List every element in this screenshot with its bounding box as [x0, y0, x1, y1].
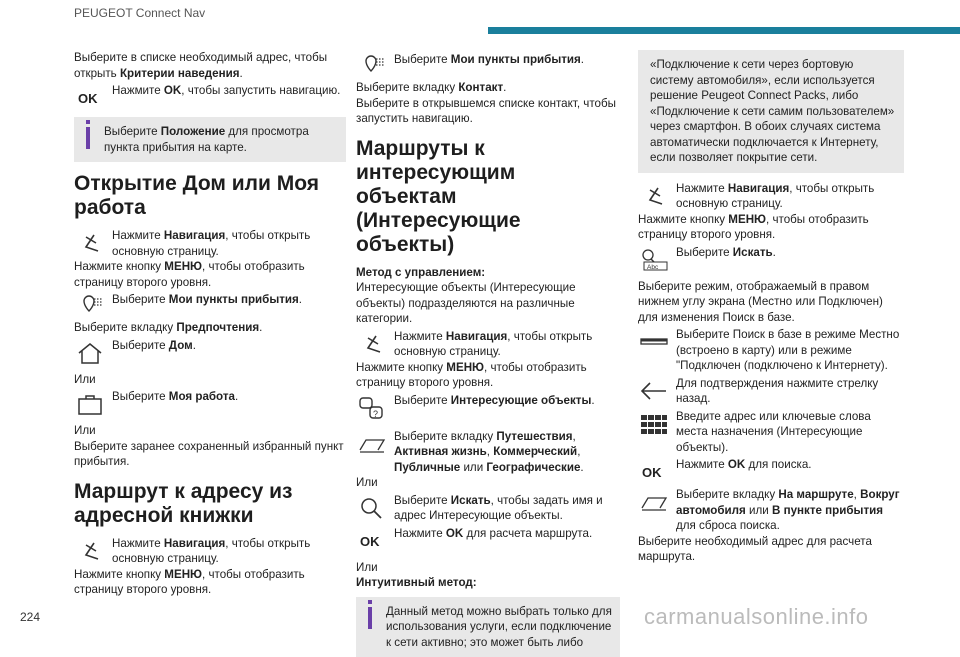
back-step: Для подтверждения нажмите стрелку назад.: [638, 376, 904, 407]
home-icon: [76, 341, 104, 365]
intro-text: Выберите в списке необходимый адрес, чтобы открыть Критерии наведения.: [74, 50, 346, 81]
info-note: Выберите Положение для просмотра пункта прибытия на карте.: [74, 117, 346, 162]
ok-icon: OK: [78, 91, 98, 107]
tab-icon: [358, 432, 386, 456]
method-label: Метод с управлением:: [356, 265, 620, 281]
column-2: [356, 50, 620, 657]
navigation-step: Нажмите Навигация, чтобы открыть основную страницу.: [74, 228, 346, 259]
or-text: Или: [74, 423, 346, 439]
keyboard-step: Введите адрес или ключевые слова места назначения (Интересующие объекты).: [638, 409, 904, 456]
or-text: Или: [356, 560, 620, 576]
running-header: PEUGEOT Connect Nav: [74, 6, 205, 20]
final-text: Выберите необходимый адрес для расчета маршрута.: [638, 534, 904, 565]
poi-step: ? Выберите Интересующие объекты.: [356, 393, 620, 427]
contact-tab-step: Выберите вкладку Контакт.: [356, 80, 620, 96]
method-label: Интуитивный метод:: [356, 575, 620, 591]
tabs-step: Выберите вкладку Путешествия, Активная жизнь, Коммерческий, Публичные или Географические.: [356, 429, 620, 476]
info-note: Данный метод можно выбрать только для использования услуги, если подключение к сети активно; это может быть либо: [356, 597, 620, 657]
route-tabs-step: Выберите вкладку На маршруте, Вокруг автомобиля или В пункте прибытия для сброса поиска.: [638, 487, 904, 534]
menu-step: Нажмите кнопку МЕНЮ, чтобы отобразить страницу второго уровня.: [638, 212, 904, 243]
destinations-pin-icon: [358, 55, 386, 79]
ok-step: OK Нажмите OK для расчета маршрута.: [356, 526, 620, 560]
saved-text: Выберите заранее сохраненный избранный пункт прибытия.: [74, 439, 346, 470]
search-step: Abc Выберите Искать.: [638, 245, 904, 279]
svg-text:?: ?: [373, 409, 378, 419]
contact-text: Выберите в открывшемся списке контакт, чтобы запустить навигацию.: [356, 96, 620, 127]
section-title-poi: Маршруты к интересующим объектам (Интересующие объекты): [356, 137, 620, 257]
home-step: Выберите Дом.: [74, 338, 346, 372]
keyboard-icon: [640, 412, 668, 436]
section-title-home-work: Открытие Дом или Моя работа: [74, 172, 346, 220]
header-accent-bar: [488, 27, 960, 34]
navigation-step: Нажмите Навигация, чтобы открыть основную страницу.: [74, 536, 346, 567]
ok-step: OK Нажмите OK, чтобы запустить навигацию.: [74, 83, 346, 111]
navigation-icon: [358, 332, 386, 356]
info-icon: [86, 127, 90, 149]
or-text: Или: [356, 475, 620, 491]
menu-step: Нажмите кнопку МЕНЮ, чтобы отобразить страницу второго уровня.: [74, 567, 346, 598]
search-step: Выберите Искать, чтобы задать имя и адрес Интересующие объекты.: [356, 493, 620, 524]
info-icon: [368, 607, 372, 629]
search-icon: [358, 496, 386, 520]
destinations-pin-icon: [76, 295, 104, 319]
categories-text: Интересующие объекты (Интересующие объекты) подразделяются на различные категории.: [356, 280, 620, 327]
info-note-continued: «Подключение к сети через бортовую систему автомобиля», если используется решение Peugeot Connect Packs, либо «Подключение к сети самим пользователем» через смартфон. В обоих случаях система автоматически подключается к Интернету, если позволяет покрытие сети.: [638, 50, 904, 173]
mode-text: Выберите режим, отображаемый в правом нижнем углу экрана (Местно или Подключен) для изменения Поиск в базе.: [638, 279, 904, 326]
watermark: carmanualsonline.info: [644, 604, 869, 630]
page-number: 224: [20, 610, 40, 624]
search-field-text: Abc: [647, 264, 659, 271]
preferences-step: Выберите вкладку Предпочтения.: [74, 320, 346, 336]
destinations-step: Выберите Мои пункты прибытия.: [356, 52, 620, 80]
search-field-icon: [640, 248, 668, 272]
ok-icon: OK: [642, 465, 662, 481]
navigation-icon: [640, 184, 668, 208]
column-1: [74, 50, 346, 598]
work-step: Выберите Моя работа.: [74, 389, 346, 423]
navigation-step: Нажмите Навигация, чтобы открыть основную страницу.: [638, 181, 904, 212]
back-arrow-icon: [640, 379, 668, 403]
column-3: [638, 50, 904, 565]
menu-step: Нажмите кнопку МЕНЮ, чтобы отобразить страницу второго уровня.: [74, 259, 346, 290]
poi-icon: [358, 396, 386, 420]
navigation-icon: [76, 231, 104, 255]
navigation-step: Нажмите Навигация, чтобы открыть основную страницу.: [356, 329, 620, 360]
ok-step: OK Нажмите OK для поиска.: [638, 457, 904, 485]
navigation-icon: [76, 539, 104, 563]
tab-icon: [640, 490, 668, 514]
or-text: Или: [74, 372, 346, 388]
base-step: Выберите Поиск в базе в режиме Местно (встроено в карту) или в режиме "Подключен (подключено к Интернету).: [638, 327, 904, 374]
briefcase-icon: [76, 392, 104, 416]
toggle-bar-icon: [640, 330, 668, 354]
ok-icon: OK: [360, 534, 380, 550]
destinations-step: Выберите Мои пункты прибытия.: [74, 292, 346, 320]
section-title-address-book: Маршрут к адресу из адресной книжки: [74, 480, 346, 528]
menu-step: Нажмите кнопку МЕНЮ, чтобы отобразить страницу второго уровня.: [356, 360, 620, 391]
